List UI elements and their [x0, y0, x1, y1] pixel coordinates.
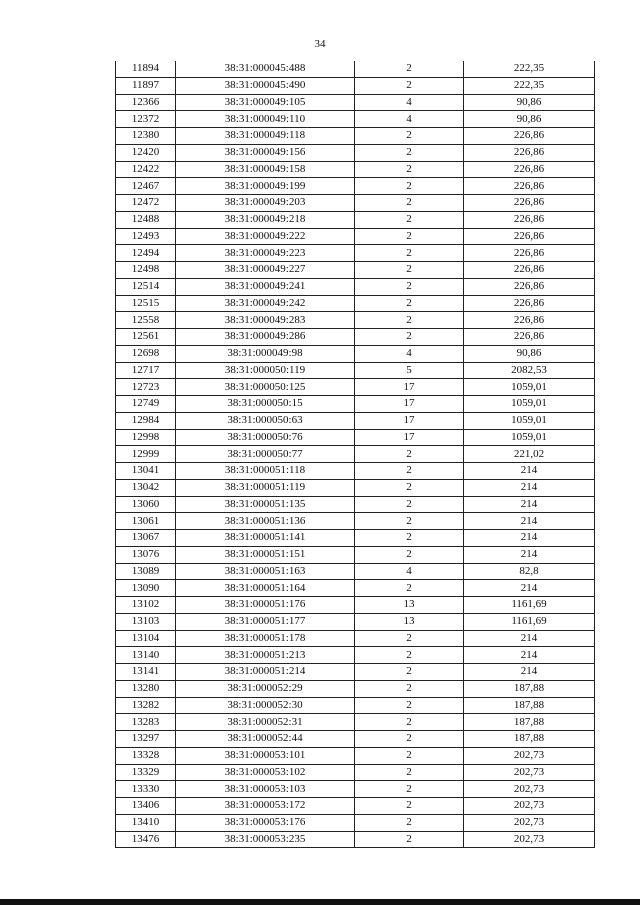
amount-value: 214 [464, 496, 595, 513]
amount-value: 226,86 [464, 295, 595, 312]
table-row [116, 714, 595, 731]
row-number: 13406 [116, 798, 176, 815]
quantity-value: 2 [355, 714, 464, 731]
cadastral-number: 38:31:000052:29 [176, 680, 355, 697]
cadastral-number: 38:31:000053:102 [176, 764, 355, 781]
amount-value: 1059,01 [464, 412, 595, 429]
amount-value: 82,8 [464, 563, 595, 580]
row-number: 12372 [116, 111, 176, 128]
row-number: 13410 [116, 814, 176, 831]
row-number: 12467 [116, 178, 176, 195]
table-row [116, 396, 595, 413]
amount-value: 226,86 [464, 211, 595, 228]
amount-value: 202,73 [464, 798, 595, 815]
cadastral-number: 38:31:000051:164 [176, 580, 355, 597]
amount-value: 187,88 [464, 714, 595, 731]
row-number: 13283 [116, 714, 176, 731]
quantity-value: 2 [355, 128, 464, 145]
table-row [116, 77, 595, 94]
cadastral-number: 38:31:000052:30 [176, 697, 355, 714]
row-number: 12561 [116, 329, 176, 346]
cadastral-number: 38:31:000052:44 [176, 731, 355, 748]
cadastral-number: 38:31:000053:101 [176, 747, 355, 764]
amount-value: 90,86 [464, 94, 595, 111]
cadastral-number: 38:31:000049:222 [176, 228, 355, 245]
amount-value: 1059,01 [464, 396, 595, 413]
amount-value: 226,86 [464, 278, 595, 295]
table-row [116, 245, 595, 262]
table-row [116, 513, 595, 530]
row-number: 13476 [116, 831, 176, 848]
row-number: 13102 [116, 597, 176, 614]
quantity-value: 2 [355, 664, 464, 681]
row-number: 13061 [116, 513, 176, 530]
table-row [116, 144, 595, 161]
quantity-value: 2 [355, 764, 464, 781]
quantity-value: 17 [355, 396, 464, 413]
cadastral-number: 38:31:000051:214 [176, 664, 355, 681]
table-row [116, 278, 595, 295]
table-row [116, 747, 595, 764]
row-number: 11894 [116, 61, 176, 77]
cadastral-number: 38:31:000051:119 [176, 479, 355, 496]
quantity-value: 17 [355, 379, 464, 396]
cadastral-number: 38:31:000051:213 [176, 647, 355, 664]
row-number: 12558 [116, 312, 176, 329]
row-number: 13060 [116, 496, 176, 513]
table-row [116, 463, 595, 480]
cadastral-number: 38:31:000049:199 [176, 178, 355, 195]
row-number: 12493 [116, 228, 176, 245]
quantity-value: 2 [355, 312, 464, 329]
row-number: 11897 [116, 77, 176, 94]
quantity-value: 4 [355, 563, 464, 580]
quantity-value: 2 [355, 61, 464, 77]
row-number: 12494 [116, 245, 176, 262]
row-number: 12698 [116, 345, 176, 362]
cadastral-number: 38:31:000049:218 [176, 211, 355, 228]
cadastral-number: 38:31:000049:227 [176, 262, 355, 279]
quantity-value: 2 [355, 329, 464, 346]
cadastral-number: 38:31:000049:105 [176, 94, 355, 111]
cadastral-number: 38:31:000051:176 [176, 597, 355, 614]
amount-value: 226,86 [464, 312, 595, 329]
table-row [116, 228, 595, 245]
amount-value: 214 [464, 546, 595, 563]
table-row [116, 731, 595, 748]
table-row [116, 295, 595, 312]
cadastral-number: 38:31:000052:31 [176, 714, 355, 731]
table-row [116, 429, 595, 446]
table-row [116, 563, 595, 580]
table-row [116, 178, 595, 195]
quantity-value: 13 [355, 597, 464, 614]
cadastral-number: 38:31:000053:176 [176, 814, 355, 831]
cadastral-number: 38:31:000050:15 [176, 396, 355, 413]
table-row [116, 697, 595, 714]
table-row [116, 262, 595, 279]
cadastral-number: 38:31:000051:178 [176, 630, 355, 647]
row-number: 12717 [116, 362, 176, 379]
cadastral-number: 38:31:000050:76 [176, 429, 355, 446]
cadastral-number: 38:31:000051:141 [176, 530, 355, 547]
row-number: 13067 [116, 530, 176, 547]
amount-value: 1161,69 [464, 597, 595, 614]
quantity-value: 2 [355, 178, 464, 195]
quantity-value: 2 [355, 161, 464, 178]
row-number: 13140 [116, 647, 176, 664]
amount-value: 1059,01 [464, 379, 595, 396]
amount-value: 187,88 [464, 697, 595, 714]
row-number: 13104 [116, 630, 176, 647]
amount-value: 202,73 [464, 747, 595, 764]
amount-value: 214 [464, 664, 595, 681]
quantity-value: 2 [355, 781, 464, 798]
amount-value: 226,86 [464, 144, 595, 161]
page-number: 34 [314, 38, 326, 50]
table-row [116, 496, 595, 513]
table-row [116, 630, 595, 647]
table-row [116, 664, 595, 681]
cadastral-number: 38:31:000053:103 [176, 781, 355, 798]
amount-value: 214 [464, 479, 595, 496]
row-number: 12420 [116, 144, 176, 161]
row-number: 12422 [116, 161, 176, 178]
quantity-value: 2 [355, 77, 464, 94]
quantity-value: 2 [355, 463, 464, 480]
row-number: 13076 [116, 546, 176, 563]
table-row [116, 345, 595, 362]
cadastral-number: 38:31:000049:156 [176, 144, 355, 161]
quantity-value: 2 [355, 731, 464, 748]
quantity-value: 17 [355, 429, 464, 446]
row-number: 13330 [116, 781, 176, 798]
row-number: 13328 [116, 747, 176, 764]
cadastral-number: 38:31:000053:235 [176, 831, 355, 848]
row-number: 13297 [116, 731, 176, 748]
cadastral-number: 38:31:000049:203 [176, 195, 355, 212]
table-row [116, 546, 595, 563]
amount-value: 214 [464, 463, 595, 480]
table-row [116, 597, 595, 614]
table-row [116, 94, 595, 111]
quantity-value: 2 [355, 262, 464, 279]
amount-value: 202,73 [464, 831, 595, 848]
cadastral-number: 38:31:000051:151 [176, 546, 355, 563]
row-number: 13103 [116, 613, 176, 630]
table-body [116, 61, 595, 848]
quantity-value: 4 [355, 111, 464, 128]
amount-value: 226,86 [464, 228, 595, 245]
quantity-value: 2 [355, 195, 464, 212]
quantity-value: 2 [355, 245, 464, 262]
quantity-value: 2 [355, 295, 464, 312]
amount-value: 222,35 [464, 77, 595, 94]
cadastral-number: 38:31:000049:158 [176, 161, 355, 178]
quantity-value: 2 [355, 144, 464, 161]
amount-value: 202,73 [464, 764, 595, 781]
amount-value: 214 [464, 580, 595, 597]
row-number: 12472 [116, 195, 176, 212]
cadastral-number: 38:31:000051:118 [176, 463, 355, 480]
amount-value: 226,86 [464, 128, 595, 145]
quantity-value: 2 [355, 798, 464, 815]
amount-value: 1059,01 [464, 429, 595, 446]
row-number: 12514 [116, 278, 176, 295]
table-row [116, 764, 595, 781]
quantity-value: 2 [355, 831, 464, 848]
table-row [116, 680, 595, 697]
amount-value: 221,02 [464, 446, 595, 463]
quantity-value: 2 [355, 814, 464, 831]
row-number: 12749 [116, 396, 176, 413]
quantity-value: 2 [355, 446, 464, 463]
amount-value: 202,73 [464, 814, 595, 831]
quantity-value: 2 [355, 513, 464, 530]
row-number: 12488 [116, 211, 176, 228]
cadastral-number: 38:31:000050:119 [176, 362, 355, 379]
cadastral-number: 38:31:000049:223 [176, 245, 355, 262]
cadastral-number: 38:31:000051:135 [176, 496, 355, 513]
amount-value: 226,86 [464, 178, 595, 195]
table-row [116, 613, 595, 630]
amount-value: 214 [464, 647, 595, 664]
quantity-value: 2 [355, 211, 464, 228]
table-row [116, 479, 595, 496]
quantity-value: 2 [355, 580, 464, 597]
amount-value: 2082,53 [464, 362, 595, 379]
table-row [116, 781, 595, 798]
row-number: 12999 [116, 446, 176, 463]
row-number: 13282 [116, 697, 176, 714]
quantity-value: 2 [355, 228, 464, 245]
quantity-value: 2 [355, 647, 464, 664]
quantity-value: 4 [355, 94, 464, 111]
amount-value: 226,86 [464, 329, 595, 346]
cadastral-number: 38:31:000050:77 [176, 446, 355, 463]
cadastral-number: 38:31:000049:286 [176, 329, 355, 346]
quantity-value: 2 [355, 630, 464, 647]
row-number: 12498 [116, 262, 176, 279]
quantity-value: 2 [355, 747, 464, 764]
cadastral-number: 38:31:000053:172 [176, 798, 355, 815]
quantity-value: 2 [355, 530, 464, 547]
amount-value: 214 [464, 530, 595, 547]
quantity-value: 13 [355, 613, 464, 630]
quantity-value: 17 [355, 412, 464, 429]
table-row [116, 362, 595, 379]
table-row [116, 61, 595, 77]
cadastral-number: 38:31:000049:283 [176, 312, 355, 329]
row-number: 12380 [116, 128, 176, 145]
cadastral-number: 38:31:000050:125 [176, 379, 355, 396]
table-row [116, 580, 595, 597]
cadastral-number: 38:31:000049:241 [176, 278, 355, 295]
table-row [116, 798, 595, 815]
table-row [116, 530, 595, 547]
row-number: 13042 [116, 479, 176, 496]
row-number: 12723 [116, 379, 176, 396]
cadastral-number: 38:31:000045:488 [176, 61, 355, 77]
row-number: 13041 [116, 463, 176, 480]
amount-value: 214 [464, 630, 595, 647]
amount-value: 90,86 [464, 111, 595, 128]
amount-value: 187,88 [464, 680, 595, 697]
table-row [116, 128, 595, 145]
quantity-value: 5 [355, 362, 464, 379]
table-row [116, 312, 595, 329]
row-number: 13090 [116, 580, 176, 597]
row-number: 13089 [116, 563, 176, 580]
cadastral-number: 38:31:000051:177 [176, 613, 355, 630]
cadastral-number: 38:31:000049:98 [176, 345, 355, 362]
quantity-value: 2 [355, 479, 464, 496]
cadastral-number: 38:31:000045:490 [176, 77, 355, 94]
amount-value: 226,86 [464, 262, 595, 279]
row-number: 13280 [116, 680, 176, 697]
amount-value: 222,35 [464, 61, 595, 77]
table-row [116, 379, 595, 396]
amount-value: 226,86 [464, 195, 595, 212]
quantity-value: 4 [355, 345, 464, 362]
cadastral-number: 38:31:000050:63 [176, 412, 355, 429]
table-row [116, 647, 595, 664]
table-row [116, 211, 595, 228]
quantity-value: 2 [355, 546, 464, 563]
table-row [116, 831, 595, 848]
table-row [116, 111, 595, 128]
table-row [116, 446, 595, 463]
cadastral-number: 38:31:000049:110 [176, 111, 355, 128]
cadastral-number: 38:31:000051:136 [176, 513, 355, 530]
quantity-value: 2 [355, 496, 464, 513]
quantity-value: 2 [355, 680, 464, 697]
scan-bottom-edge [0, 899, 640, 905]
quantity-value: 2 [355, 278, 464, 295]
amount-value: 214 [464, 513, 595, 530]
row-number: 12984 [116, 412, 176, 429]
row-number: 12515 [116, 295, 176, 312]
cadastral-number: 38:31:000051:163 [176, 563, 355, 580]
row-number: 13141 [116, 664, 176, 681]
cadastral-number: 38:31:000049:118 [176, 128, 355, 145]
amount-value: 1161,69 [464, 613, 595, 630]
amount-value: 90,86 [464, 345, 595, 362]
table-row [116, 412, 595, 429]
table-row [116, 195, 595, 212]
table-row [116, 814, 595, 831]
row-number: 13329 [116, 764, 176, 781]
table-row [116, 329, 595, 346]
amount-value: 226,86 [464, 245, 595, 262]
cadastral-number: 38:31:000049:242 [176, 295, 355, 312]
row-number: 12998 [116, 429, 176, 446]
amount-value: 187,88 [464, 731, 595, 748]
table-row [116, 161, 595, 178]
row-number: 12366 [116, 94, 176, 111]
quantity-value: 2 [355, 697, 464, 714]
amount-value: 226,86 [464, 161, 595, 178]
data-table [115, 61, 595, 848]
amount-value: 202,73 [464, 781, 595, 798]
